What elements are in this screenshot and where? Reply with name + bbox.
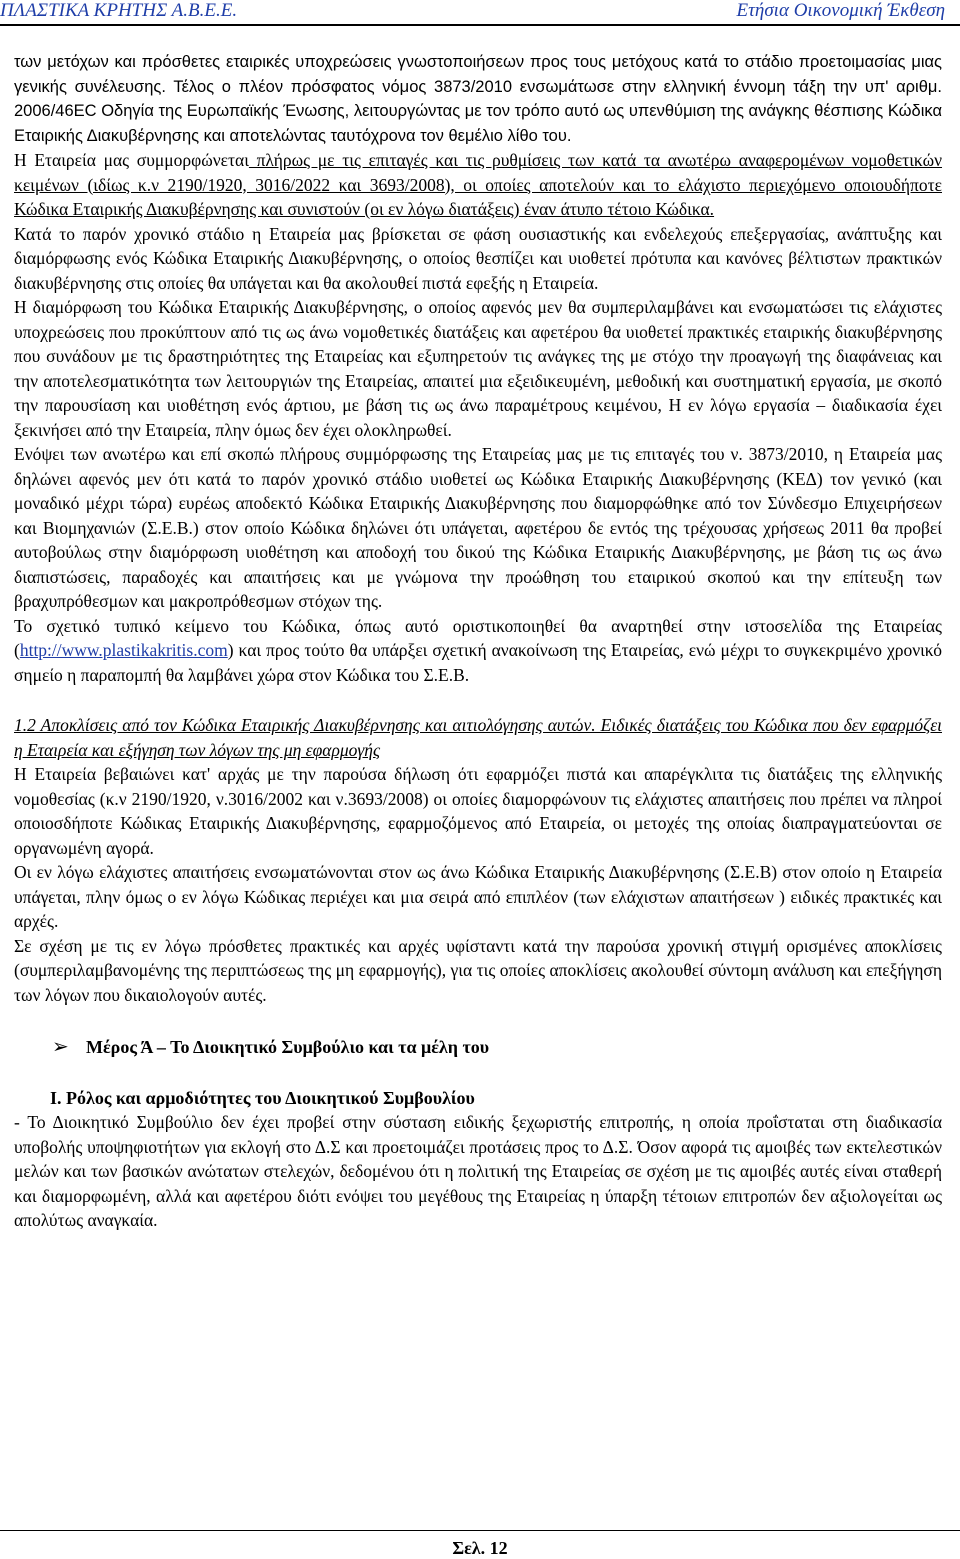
report-title: Ετήσια Οικονομική Έκθεση bbox=[736, 0, 945, 21]
paragraph-6 bbox=[14, 614, 942, 688]
section-heading-1-2: 1.2 Αποκλίσεις από τον Κώδικα Εταιρικής Διακυβέρνησης και αιτιολόγησης αυτών. Ειδικές διατάξεις του Κώδικα που δεν εφαρμόζει η Εταιρεία και εξήγηση των λόγων της μη εφαρμογής bbox=[14, 715, 942, 760]
paragraph-10: - Το Διοικητικό Συμβούλιο δεν έχει προβεί στην σύσταση ειδικής ξεχωριστής επιτροπής, η οποία προΐσταται στη διαδικασία υποβολής υποψηφιοτήτων για εκλογή στο Δ.Σ και προετοιμάζει προτάσεις προς το Δ.Σ. Όσον αφορά τις αμοιβές των εκτελεστικών μελών και των βασικών ανώτατων στελεχών, δεδομένου ότι η πολιτική της Εταιρείας σε σχέση με τις αμοιβές αυτές είναι σταθερή και διαμορφωμένη, αλλά και αφετέρου διότι ενόψει του μεγέθους της Εταιρείας η ύπαρξη τέτοιων επιτροπών δεν αξιολογείται ως απολύτως αναγκαία. bbox=[14, 1112, 942, 1230]
paragraph-2 bbox=[14, 148, 942, 222]
subsection-heading-i: I. Ρόλος και αρμοδιότητες του Διοικητικού Συμβουλίου bbox=[50, 1087, 475, 1108]
page-number: Σελ. 12 bbox=[452, 1538, 508, 1558]
part-a-heading bbox=[14, 1035, 942, 1060]
paragraph-4: Η διαμόρφωση του Κώδικα Εταιρικής Διακυβέρνησης, ο οποίος αφενός μεν θα συμπεριλαμβάνει και ενσωματώσει τις ελάχιστες υποχρεώσεις που προκύπτουν από τις ως άνω νομοθετικές διατάξεις και αφετέρου θα υιοθετεί πρακτικές εταιρικής διακυβέρνησης που συνάδουν με τις δραστηριότητες της Εταιρείας και εξυπηρετούν τις ανάγκες της με στόχο την προαγωγή της διαφάνειας και την αποτελεσματικότητα των λειτουργιών της Εταιρείας, απαιτεί μια εξειδικευμένη, μεθοδική και συστηματική εργασία, με σκοπό την παρουσίαση και υιοθέτηση ενός άρτιου, με βάση τις ως άνω παραμέτρους κειμένου, Η εν λόγω εργασία – διαδικασία έχει ξεκινήσει από την Εταιρεία, πλην όμως δεν έχει ολοκληρωθεί. bbox=[14, 297, 942, 440]
paragraph-9: Σε σχέση με τις εν λόγω πρόσθετες πρακτικές και αρχές υφίσταντι κατά την παρούσα χρονική στιγμή ορισμένες αποκλίσεις (συμπεριλαμβανομένης της περιπτώσεως της μη εφαρμογής), για τις οποίες αποκλίσεις ακολουθεί σύντομη ανάλυση και επεξήγηση των λόγων που δικαιολογούν αυτές. bbox=[14, 935, 942, 1005]
paragraph-5: Ενόψει των ανωτέρω και επί σκοπώ πλήρους συμμόρφωσης της Εταιρείας μας με τις επιταγές του ν. 3873/2010, η Εταιρεία μας δηλώνει αφενός μεν ότι κατά το παρόν χρονικό στάδιο υιοθετεί ως Κώδικα Εταιρικής Διακυβέρνησης (ΚΕΔ) τον γενικό (και μοναδικό μέχρι τώρα) ευρέως αποδεκτό Κώδικα Εταιρικής Διακυβέρνησης που διαμορφώθηκε από τον Σύνδεσμο Επιχειρήσεων και Βιομηχανιών (Σ.Ε.Β.) στον οποίο Κώδικα δηλώνει ότι υπάγεται, αφετέρου δε εντός της τρέχουσας χρήσεως 2011 θα προβεί αυτοβούλως στην διαμόρφωση υιοθέτηση και αποδοχή του δικού της Κώδικα Εταιρικής Διακυβέρνησης, με βάση τις ως άνω διαπιστώσεις, παραδοχές και απαιτήσεις και με γνώμονα την προώθηση του εταιρικού σκοπού και την επίτευξη των βραχυπρόθεσμων και μακροπρόθεσμων στόχων της. bbox=[14, 444, 942, 611]
paragraph-7: Η Εταιρεία βεβαιώνει κατ' αρχάς με την παρούσα δήλωση ότι εφαρμόζει πιστά και απαρέγκλιτα τις διατάξεις της ελληνικής νομοθεσίας (κ.ν 2190/1920, ν.3016/2002 και ν.3693/2008) οι οποίες διαμορφώνουν τις ελάχιστες απαιτήσεις που πρέπει να πληροί οποιοσδήποτε Κώδικας Εταιρικής Διακυβέρνησης, εφαρμοζόμενος από Εταιρεία, οι μετοχές της οποίας διαπραγματεύονται σε οργανωμένη αγορά. bbox=[14, 764, 942, 858]
website-link[interactable]: http://www.plastikakritis.com bbox=[19, 640, 228, 660]
paragraph-6-after: ) και προς τούτο θα υπάρξει σχετική ανακοίνωση της Εταιρείας, ενώ μέχρι το συγκεκριμένο χρονικό σημείο η παραπομπή θα λαμβάνει χώρα στον Κώδικα του Σ.Ε.Β. bbox=[14, 640, 942, 685]
paragraph-3: Κατά το παρόν χρονικό στάδιο η Εταιρεία μας βρίσκεται σε φάση ουσιαστικής και ενδελεχούς επεξεργασίας, ανάπτυξης και διαμόρφωσης ενός Κώδικα Εταιρικής Διακυβέρνησης, ο οποίος θεσπίζει και υιοθετεί πρότυπα και κανόνες βέλτιστων πρακτικών διακυβέρνησης στις οποίες θα υπάγεται και θα ακολουθεί πιστά εφεξής η Εταιρεία. bbox=[14, 223, 942, 293]
paragraph-6-before: Το σχετικό τυπικό κείμενο του Κώδικα, όπως αυτό οριστικοποιηθεί θα αναρτηθεί στην ιστοσελίδα της Εταιρείας ( bbox=[14, 615, 942, 660]
paragraph-2-underlined: πλήρως με τις επιταγές και τις ρυθμίσεις των κατά τα ανωτέρω αναφερομένων νομοθετικών κειμένων (ιδίως κ.ν 2190/1920, 3016/2022 και 3693/2008), οι οποίες αποτελούν και το ελάχιστο περιεχόμενο οποιουδήποτε Κώδικα Εταιρικής Διακυβέρνησης και συνιστούν (οι εν λόγω διατάξεις) έναν άτυπο τέτοιο Κώδικα. bbox=[14, 150, 943, 219]
document-body bbox=[14, 50, 942, 1233]
part-a-heading-text: Μέρος Ά – Το Διοικητικό Συμβούλιο και τα μέλη του bbox=[86, 1037, 490, 1057]
company-name: ΠΛΑΣΤΙΚΑ ΚΡΗΤΗΣ Α.Β.Ε.Ε. bbox=[0, 0, 238, 21]
page-header bbox=[0, 0, 960, 26]
paragraph-8: Οι εν λόγω ελάχιστες απαιτήσεις ενσωματώνονται στον ως άνω Κώδικα Εταιρικής Διακυβέρνησης (Σ.Ε.Β) στον οποίο η Εταιρεία υπάγεται, πλην όμως ο εν λόγω Κώδικας περιέχει και μια σειρά από επιπλέον (των ελάχιστων απαιτήσεων ) ειδικές πρακτικές και αρχές. bbox=[14, 862, 942, 931]
header-divider bbox=[0, 24, 960, 26]
footer-divider bbox=[0, 1530, 960, 1531]
paragraph-2-lead: Η Εταιρεία μας συμμορφώνεται bbox=[14, 150, 249, 170]
arrow-bullet-icon: ➢ bbox=[52, 1036, 69, 1058]
paragraph-1: των μετόχων και πρόσθετες εταιρικές υποχρεώσεις γνωστοποιήσεων προς τους μετόχους κατά το στάδιο προετοιμασίας μιας γενικής συνέλευσης. Τέλος ο πλέον πρόσφατος νόμος 3873/2010 ενσωμάτωσε στην ελληνική έννομη τάξη την υπ' αριθμ. 2006/46ΕC Οδηγία της Ευρωπαϊκής Ένωσης, λειτουργώντας με τον τρόπο αυτό ως υπενθύμιση της ανάγκης θέσπισης Κώδικα Εταιρικής Διακυβέρνησης και αποτελώντας ταυτόχρονα τον θεμέλιο λίθο του. bbox=[14, 53, 942, 145]
